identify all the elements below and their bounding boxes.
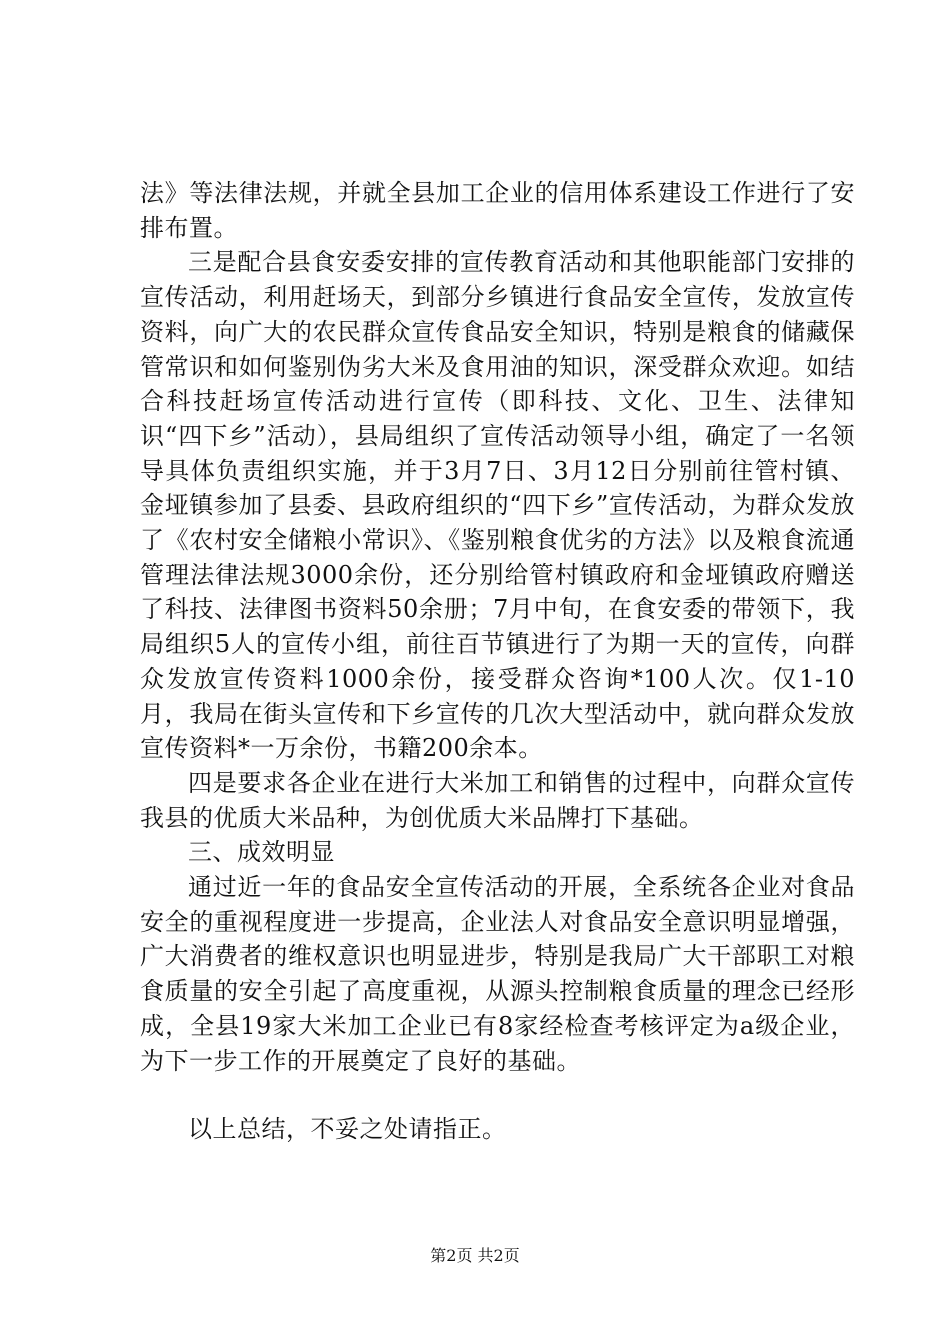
paragraph-enterprise-requirements: 四是要求各企业在进行大米加工和销售的过程中，向群众宣传我县的优质大米品种，为创优质大米品牌打下基础。 — [140, 768, 855, 832]
document-body — [140, 176, 855, 1147]
paragraph-results: 通过近一年的食品安全宣传活动的开展，全系统各企业对食品安全的重视程度进一步提高，企业法人对食品安全意识明显增强，广大消费者的维权意识也明显进步，特别是我局广大干部职工对粮食质量的安全引起了高度重视，从源头控制粮食质量的理念已经形成，全县19家大米加工企业已有8家经检查考核评定为a级企业，为下一步工作的开展奠定了良好的基础。 — [140, 873, 855, 1075]
paragraph-publicity-activities: 三是配合县食安委安排的宣传教育活动和其他职能部门安排的宣传活动，利用赶场天，到部分乡镇进行食品安全宣传，发放宣传资料，向广大的农民群众宣传食品安全知识，特别是粮食的储藏保管常识和如何鉴别伪劣大米及食用油的知识，深受群众欢迎。如结合科技赶场宣传活动进行宣传（即科技、文化、卫生、法律知识“四下乡”活动），县局组织了宣传活动领导小组，确定了一名领导具体负责组织实施，并于3月7日、3月12日分别前往管村镇、金垭镇参加了县委、县政府组织的“四下乡”宣传活动，为群众发放了《农村安全储粮小常识》、《鉴别粮食优劣的方法》以及粮食流通管理法律法规3000余份，还分别给管村镇政府和金垭镇政府赠送了科技、法律图书资料50余册；7月中旬，在食安委的带领下，我局组织5人的宣传小组，前往百节镇进行了为期一天的宣传，向群众发放宣传资料1000余份，接受群众咨询*100人次。仅1-10月，我局在街头宣传和下乡宣传的几次大型活动中，就向群众发放宣传资料*一万余份，书籍200余本。 — [140, 248, 855, 763]
closing-remark: 以上总结，不妥之处请指正。 — [188, 1115, 507, 1144]
page-number-footer: 第2页 共2页 — [430, 1246, 520, 1265]
paragraph-law-arrangement: 法》等法律法规，并就全县加工企业的信用体系建设工作进行了安排布置。 — [140, 179, 855, 242]
section-heading-results: 三、成效明显 — [188, 838, 335, 867]
